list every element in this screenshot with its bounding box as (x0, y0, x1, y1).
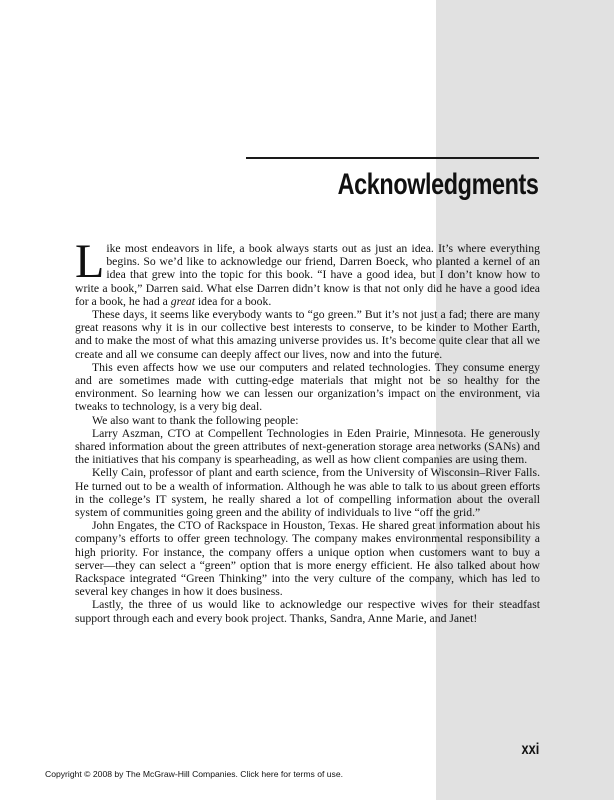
paragraph-intro-end: idea for a book. (195, 294, 272, 308)
drop-cap: L (75, 235, 105, 288)
paragraph-kelly-cain: Kelly Cain, professor of plant and earth science, from the University of Wisconsin–River Falls. He turned out to be a wealth of information. Although he was able to talk to us about green efforts in the college’s IT system, he really shared a lot of compelling information about the overall system of communities going green and the ability of individuals to live “off the grid.” (75, 466, 540, 520)
body-text (75, 235, 540, 625)
emphasis-great: great (170, 294, 195, 308)
paragraph-intro (75, 235, 540, 308)
paragraph-thanks-intro: We also want to thank the following people: (92, 413, 299, 427)
page-number: xxi (521, 741, 539, 758)
paragraph-go-green: These days, it seems like everybody wants to “go green.” But it’s not just a fad; there are many great reasons why it is in our collective best interests to conserve, to be kinder to Mother Earth, and to make the most of what this amazing universe provides us. It’s become quite clear that all we create and all we consume can deeply affect our lives, now and into the future. (75, 308, 540, 361)
chapter-title: Acknowledgments (338, 168, 539, 201)
paragraph-intro-text: ike most endeavors in life, a book always starts out as just an idea. It’s where everything begins. So we’d like to acknowledge our friend, Darren Boeck, who planted a kernel of an idea that grew into the topic for this book. “I have a good idea, but I don’t know how to write a book,” Darren said. What else Darren didn’t know is that not only did he have a good idea for a book, he had a (75, 242, 540, 308)
paragraph-wives: Lastly, the three of us would like to acknowledge our respective wives for their steadfast support through each and every book project. Thanks, Sandra, Anne Marie, and Janet! (75, 598, 540, 625)
copyright-link[interactable]: Copyright © 2008 by The McGraw-Hill Companies. Click here for terms of use. (45, 769, 343, 779)
paragraph-larry-aszman: Larry Aszman, CTO at Compellent Technologies in Eden Prairie, Minnesota. He generously shared information about the green attributes of next-generation storage area networks (SANs) and the initiatives that his company is spearheading, as well as how client companies are using them. (75, 426, 540, 467)
title-rule (246, 157, 539, 159)
paragraph-technology: This even affects how we use our computers and related technologies. They consume energy and are sometimes made with cutting-edge materials that might not be so healthy for the environment. So learning how we can lessen our organization’s impact on the environment, via tweaks to technology, is a very big deal. (75, 360, 540, 414)
paragraph-john-engates: John Engates, the CTO of Rackspace in Houston, Texas. He shared great information about his company’s efforts to offer green technology. The company makes environmental responsibility a high priority. For instance, the company offers a unique option when customers want to buy a server—they can select a “green” option that is more energy efficient. He also talked about how Rackspace integrated “Green Thinking” into the very culture of the company, which has led to several key changes in how it does business. (75, 519, 540, 599)
